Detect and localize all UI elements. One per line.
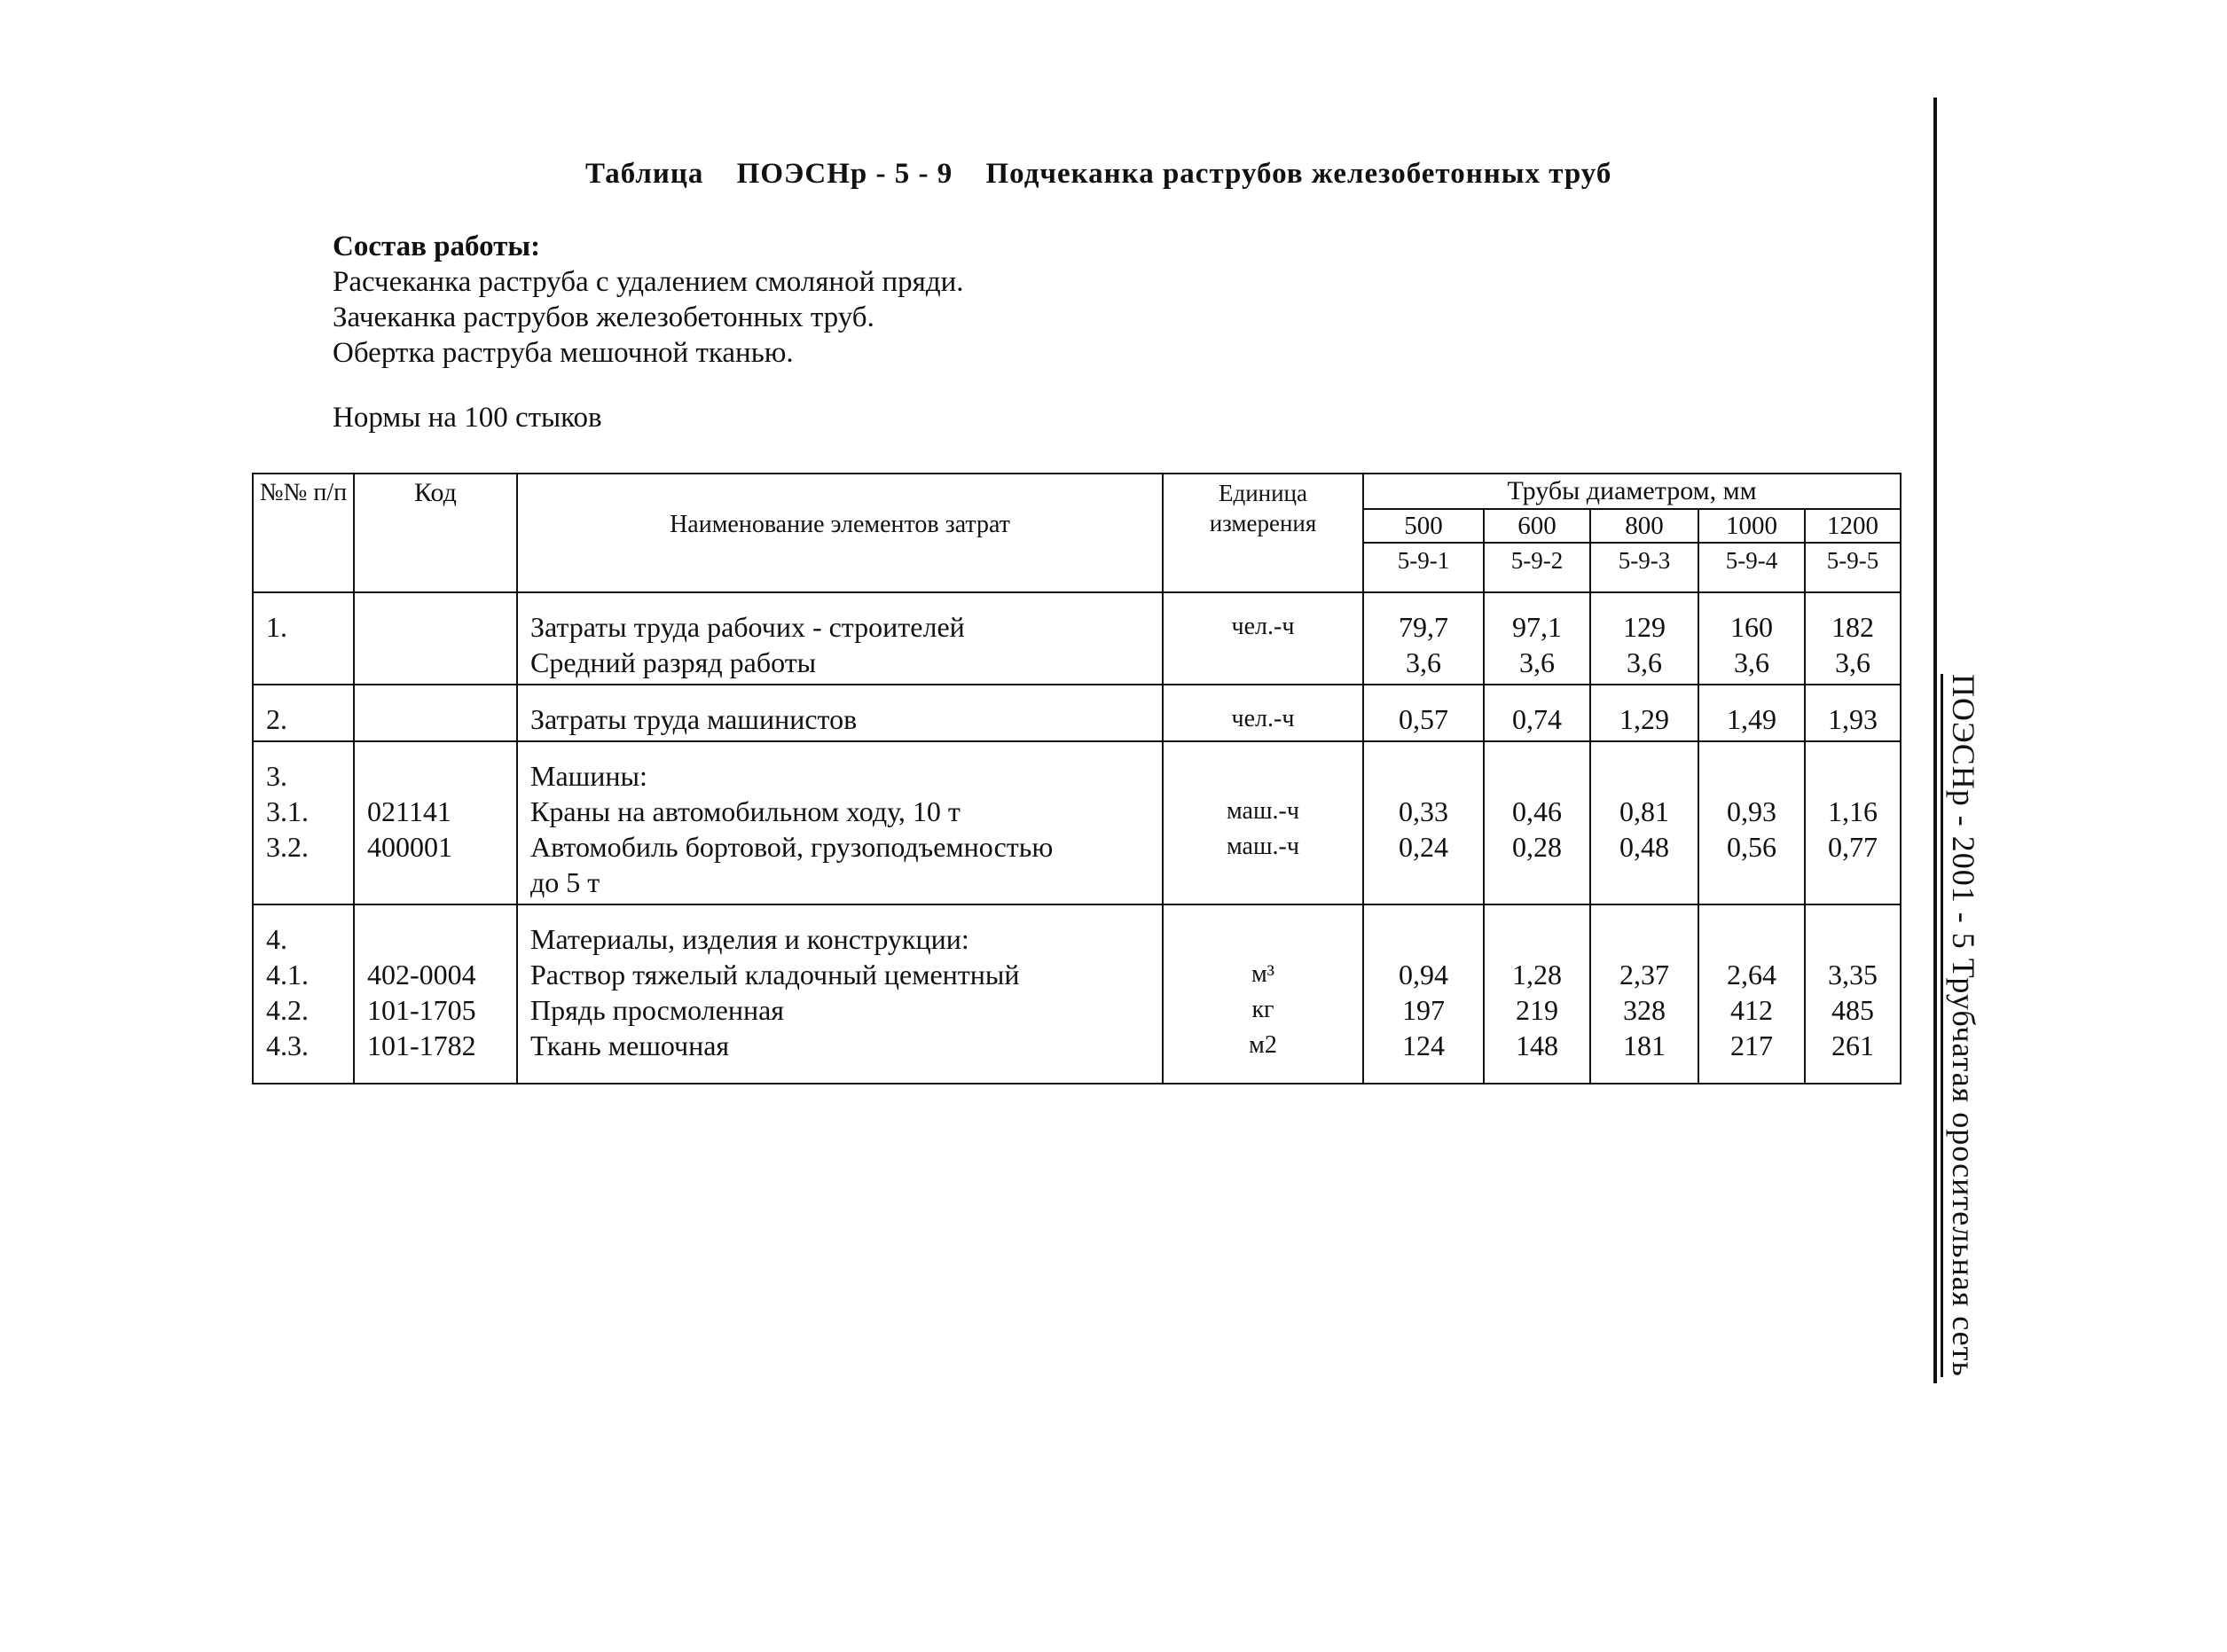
header-row-1 <box>253 474 1901 509</box>
row-value-line: 124 <box>1402 1030 1445 1061</box>
row-value-line <box>1364 865 1483 900</box>
row-unit <box>1163 921 1363 1084</box>
row-name-line: Автомобиль бортовой, грузоподъемностью <box>530 831 1054 863</box>
row-value <box>1805 701 1901 741</box>
row-value-line <box>1485 921 1589 957</box>
row-unit-line: м2 <box>1249 1031 1277 1059</box>
row-value-line: 1,29 <box>1619 703 1669 735</box>
composition-item: Обертка раструба мешочной тканью. <box>333 337 794 369</box>
header-norm-code: 5-9-3 <box>1590 543 1698 592</box>
row-value-line: 261 <box>1831 1030 1875 1061</box>
row-name-line: Затраты труда рабочих - строителей <box>530 611 965 643</box>
row-code <box>354 609 517 685</box>
row-value-line <box>1699 758 1804 794</box>
row-code-line <box>367 758 516 794</box>
row-value-line: 485 <box>1831 994 1875 1026</box>
table-title <box>585 158 1650 191</box>
row-value-line: 0,93 <box>1727 795 1776 827</box>
row-value <box>1363 701 1484 741</box>
row-value <box>1590 701 1698 741</box>
row-value-line: 0,28 <box>1512 831 1562 863</box>
row-name-line: Затраты труда машинистов <box>530 703 858 735</box>
spacer-row <box>253 741 1901 758</box>
row-value-line: 3,6 <box>1406 646 1441 678</box>
row-unit-line: чел.-ч <box>1231 613 1295 640</box>
row-number-line: 3. <box>266 760 287 792</box>
row-value <box>1363 609 1484 685</box>
row-code-line: 402-0004 <box>367 959 476 990</box>
row-number-line: 4.3. <box>266 1030 309 1061</box>
row-value-line: 197 <box>1402 994 1445 1026</box>
row-value <box>1698 921 1805 1084</box>
row-code-line <box>367 921 516 957</box>
row-name-line: Материалы, изделия и конструкции: <box>530 923 969 955</box>
row-unit-line <box>1164 758 1362 794</box>
table-name: Подчеканка раструбов железобетонных труб <box>985 158 1612 190</box>
row-value-line <box>1591 758 1698 794</box>
row-value-line: 3,6 <box>1519 646 1555 678</box>
row-unit-line <box>1164 921 1362 957</box>
row-number <box>253 758 354 904</box>
row-name <box>517 921 1163 1084</box>
row-value <box>1698 609 1805 685</box>
row-value-line: 3,6 <box>1835 646 1871 678</box>
row-value <box>1805 921 1901 1084</box>
row-value <box>1590 758 1698 904</box>
row-value-line: 0,77 <box>1828 831 1878 863</box>
row-value-line: 160 <box>1730 611 1773 643</box>
header-num: №№ п/п <box>253 474 354 592</box>
row-number-line: 4.2. <box>266 994 309 1026</box>
header-diameter: 500 <box>1363 509 1484 543</box>
row-code-line: 101-1782 <box>367 1030 476 1061</box>
row-value-line <box>1699 921 1804 957</box>
table-row-group <box>253 758 1901 904</box>
row-value <box>1590 609 1698 685</box>
header-code: Код <box>354 474 517 592</box>
row-value-line <box>1591 921 1698 957</box>
row-value-line: 0,33 <box>1399 795 1448 827</box>
row-value-line: 1,49 <box>1727 703 1776 735</box>
row-value-line: 3,35 <box>1828 959 1878 990</box>
spacer-row <box>253 904 1901 921</box>
row-code-line <box>367 865 516 900</box>
row-unit-line <box>1164 645 1362 680</box>
norms-table <box>252 473 1902 1084</box>
table-row-group <box>253 609 1901 685</box>
row-code-line <box>367 609 516 645</box>
row-number <box>253 701 354 741</box>
row-value-line <box>1364 921 1483 957</box>
row-value-line: 181 <box>1623 1030 1666 1061</box>
row-value-line: 0,57 <box>1399 703 1448 735</box>
row-number-line <box>266 645 353 680</box>
row-value-line: 0,81 <box>1619 795 1669 827</box>
row-value <box>1484 609 1590 685</box>
row-value <box>1805 758 1901 904</box>
table-code: ПОЭСНр - 5 - 9 <box>736 158 953 190</box>
row-value-line <box>1806 921 1900 957</box>
row-value-line <box>1485 758 1589 794</box>
row-number-line: 1. <box>266 611 287 643</box>
row-unit-line <box>1164 865 1362 900</box>
row-value-line: 79,7 <box>1399 611 1448 643</box>
row-value-line: 0,74 <box>1512 703 1562 735</box>
row-value-line: 182 <box>1831 611 1875 643</box>
row-name-line: Прядь просмоленная <box>530 994 784 1026</box>
header-diameter: 600 <box>1484 509 1590 543</box>
row-code <box>354 921 517 1084</box>
row-number <box>253 921 354 1084</box>
row-value-line: 1,16 <box>1828 795 1878 827</box>
row-number-line: 2. <box>266 703 287 735</box>
row-value-line: 3,6 <box>1734 646 1769 678</box>
header-unit: Единица измерения <box>1163 474 1363 592</box>
row-value-line: 97,1 <box>1512 611 1562 643</box>
row-name-line: до 5 т <box>530 866 600 898</box>
row-value-line: 2,64 <box>1727 959 1776 990</box>
row-name-line: Машины: <box>530 760 647 792</box>
row-value-line <box>1806 758 1900 794</box>
row-unit-line: маш.-ч <box>1227 833 1299 860</box>
row-value <box>1484 701 1590 741</box>
row-value-line: 0,48 <box>1619 831 1669 863</box>
row-value-line: 0,24 <box>1399 831 1448 863</box>
row-code-line <box>367 645 516 680</box>
row-unit <box>1163 609 1363 685</box>
row-value-line <box>1806 865 1900 900</box>
row-value-line <box>1699 865 1804 900</box>
row-name-line: Ткань мешочная <box>530 1030 730 1061</box>
row-code-line: 400001 <box>367 831 452 863</box>
row-unit <box>1163 701 1363 741</box>
row-number-line: 3.1. <box>266 795 309 827</box>
row-number-line <box>266 865 353 900</box>
header-name: Наименование элементов затрат <box>517 474 1163 592</box>
row-value <box>1590 921 1698 1084</box>
row-unit-line: м³ <box>1251 960 1275 988</box>
header-diameter: 800 <box>1590 509 1698 543</box>
row-value <box>1484 758 1590 904</box>
row-value <box>1698 758 1805 904</box>
row-number-line: 3.2. <box>266 831 309 863</box>
row-value-line: 0,56 <box>1727 831 1776 863</box>
row-value <box>1805 609 1901 685</box>
row-value <box>1363 921 1484 1084</box>
composition-item: Зачеканка раструбов железобетонных труб. <box>333 301 874 333</box>
table-label: Таблица <box>585 158 704 190</box>
row-code-line <box>367 701 516 737</box>
row-value <box>1698 701 1805 741</box>
row-value-line: 148 <box>1516 1030 1558 1061</box>
row-value-line: 412 <box>1730 994 1773 1026</box>
header-pipes: Трубы диаметром, мм <box>1363 474 1901 509</box>
row-value-line: 1,93 <box>1828 703 1878 735</box>
header-diameter: 1200 <box>1805 509 1901 543</box>
table-row-group <box>253 701 1901 741</box>
row-name <box>517 609 1163 685</box>
row-value-line: 1,28 <box>1512 959 1562 990</box>
row-value-line <box>1364 758 1483 794</box>
row-code-line: 101-1705 <box>367 994 476 1026</box>
row-code <box>354 701 517 741</box>
header-norm-code: 5-9-2 <box>1484 543 1590 592</box>
header-diameter: 1000 <box>1698 509 1805 543</box>
row-value-line: 217 <box>1730 1030 1773 1061</box>
row-unit-line: чел.-ч <box>1231 705 1295 732</box>
norms-note: Нормы на 100 стыков <box>333 402 602 434</box>
row-code-line: 021141 <box>367 795 451 827</box>
row-value-line: 328 <box>1623 994 1666 1026</box>
row-number-line: 4. <box>266 923 287 955</box>
spacer-row <box>253 685 1901 701</box>
row-value-line: 3,6 <box>1627 646 1662 678</box>
work-composition <box>333 229 964 371</box>
row-unit-line: маш.-ч <box>1227 797 1299 825</box>
row-name <box>517 701 1163 741</box>
row-value <box>1484 921 1590 1084</box>
row-value-line: 2,37 <box>1619 959 1669 990</box>
row-code <box>354 758 517 904</box>
row-number-line: 4.1. <box>266 959 309 990</box>
side-rule <box>1933 98 1937 1383</box>
row-name <box>517 758 1163 904</box>
side-caption: ПОЭСНр - 2001 - 5 Трубчатая оросительная сеть <box>1941 674 1982 1377</box>
row-value-line <box>1485 865 1589 900</box>
row-value <box>1363 758 1484 904</box>
table-row-group <box>253 921 1901 1084</box>
row-value-line: 0,94 <box>1399 959 1448 990</box>
header-norm-code: 5-9-5 <box>1805 543 1901 592</box>
header-norm-code: 5-9-4 <box>1698 543 1805 592</box>
header-norm-code: 5-9-1 <box>1363 543 1484 592</box>
composition-item: Расчеканка раструба с удалением смоляной пряди. <box>333 266 964 298</box>
spacer-row <box>253 592 1901 609</box>
row-unit <box>1163 758 1363 904</box>
row-name-line: Краны на автомобильном ходу, 10 т <box>530 795 961 827</box>
row-value-line <box>1591 865 1698 900</box>
row-value-line: 129 <box>1623 611 1666 643</box>
row-name-line: Средний разряд работы <box>530 646 817 678</box>
row-value-line: 219 <box>1516 994 1558 1026</box>
row-number <box>253 609 354 685</box>
row-unit-line: кг <box>1251 996 1274 1023</box>
row-value-line: 0,46 <box>1512 795 1562 827</box>
row-name-line: Раствор тяжелый кладочный цементный <box>530 959 1020 990</box>
composition-heading: Состав работы: <box>333 231 541 262</box>
